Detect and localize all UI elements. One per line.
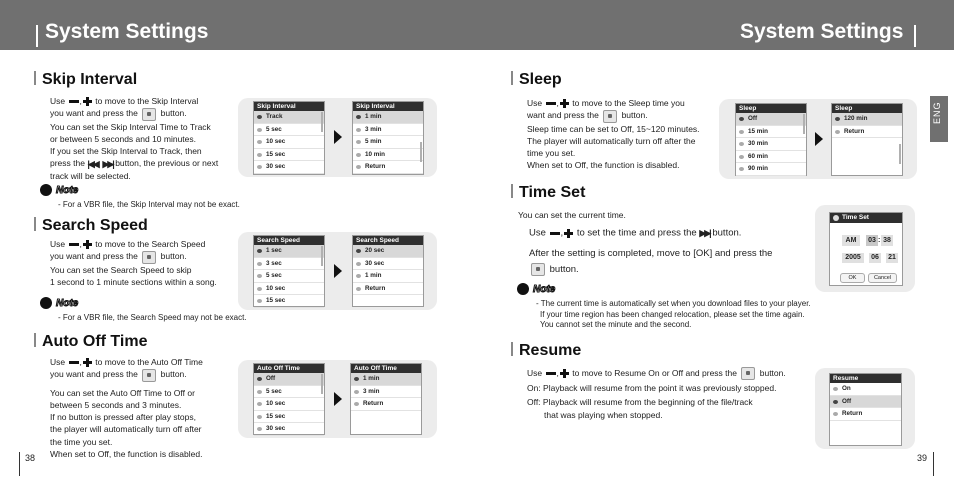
menu-item[interactable]: 60 min <box>736 151 806 164</box>
menu-item[interactable]: Return <box>830 408 901 421</box>
screen-title: Time Set <box>830 213 902 223</box>
left-page-title: System Settings <box>45 20 209 43</box>
menu-item[interactable]: 1 sec <box>254 245 324 258</box>
sleep-title: Sleep <box>519 71 562 88</box>
ampm-field[interactable]: AM <box>842 235 860 246</box>
menu-item[interactable]: 10 min <box>353 149 423 162</box>
scrollbar[interactable] <box>321 246 323 266</box>
skip-interval-title: Skip Interval <box>42 71 138 88</box>
select-button-icon <box>603 110 617 123</box>
minus-icon <box>546 102 556 105</box>
skip-interval-screen-2 <box>352 101 424 175</box>
screen-title: Sleep <box>832 104 902 113</box>
time-set-note-header <box>517 283 555 295</box>
select-button-icon <box>142 369 156 382</box>
skip-interval-note: - For a VBR file, the Skip Interval may not be exact. <box>58 200 240 209</box>
screen-title: Auto Off Time <box>351 364 421 373</box>
minus-icon <box>69 361 79 364</box>
menu-item[interactable]: 5 min <box>353 136 423 149</box>
page-divider-left <box>19 452 20 476</box>
search-speed-text: Use , to move to the Search Speed you want and press the button. You can set the Search Speed to skip 1 second to 1 minute sections within a song. <box>50 239 217 287</box>
screen-title: Skip Interval <box>254 102 324 111</box>
minus-icon <box>69 100 79 103</box>
menu-item[interactable]: 15 sec <box>254 295 324 308</box>
note-label: Note <box>56 297 79 309</box>
page-number-right: 39 <box>917 453 928 463</box>
menu-item[interactable]: 30 sec <box>254 161 324 174</box>
language-tab-label: ENG <box>932 101 942 124</box>
menu-item[interactable]: 3 min <box>353 124 423 137</box>
note-bullet-icon <box>40 184 52 196</box>
resume-screen <box>829 373 902 446</box>
time-set-text: Use , to set the time and press the ▶▶| button. After the setting is completed, move to [OK] and press the button. <box>529 227 773 275</box>
page-number-left: 38 <box>25 453 36 463</box>
menu-item[interactable]: 5 sec <box>254 386 324 399</box>
menu-item[interactable]: 3 min <box>351 386 421 399</box>
note-bullet-icon <box>517 283 529 295</box>
menu-item[interactable]: 30 sec <box>254 423 324 436</box>
menu-item[interactable]: 5 sec <box>254 124 324 137</box>
menu-item[interactable]: Off <box>736 113 806 126</box>
menu-item[interactable]: 5 sec <box>254 270 324 283</box>
screen-title: Sleep <box>736 104 806 113</box>
search-speed-title: Search Speed <box>42 217 148 234</box>
day-field[interactable]: 21 <box>886 253 898 263</box>
time-set-notes: - The current time is automatically set when you download files to your player. If your time region has been changed relocation, please set the time again. You cannot set the minute and the second. <box>536 299 811 329</box>
plus-icon <box>560 369 569 378</box>
menu-item[interactable]: 20 sec <box>353 245 423 258</box>
plus-icon <box>564 229 573 238</box>
search-speed-screen-2 <box>352 235 424 307</box>
time-set-intro: You can set the current time. <box>518 210 626 220</box>
arrow-right-icon <box>334 130 342 144</box>
year-field[interactable]: 2005 <box>842 253 864 263</box>
page-divider-right <box>933 452 934 476</box>
menu-item[interactable]: 10 sec <box>254 136 324 149</box>
menu-item[interactable]: 30 sec <box>353 258 423 271</box>
skip-forward-icon: ▶▶| <box>102 159 113 170</box>
note-label: Note <box>533 283 556 295</box>
skip-back-icon: |◀◀ <box>87 159 98 170</box>
scrollbar[interactable] <box>803 114 805 134</box>
menu-item[interactable]: 15 sec <box>254 149 324 162</box>
scrollbar[interactable] <box>321 374 323 394</box>
time-set-heading <box>511 184 585 202</box>
scrollbar[interactable] <box>321 112 323 132</box>
menu-item[interactable]: 3 sec <box>254 258 324 271</box>
menu-item[interactable]: 10 sec <box>254 398 324 411</box>
skip-forward-icon: ▶▶| <box>699 228 710 238</box>
menu-item[interactable]: 90 min <box>736 163 806 176</box>
menu-item[interactable]: 15 min <box>736 126 806 139</box>
plus-icon <box>83 97 92 106</box>
menu-item[interactable]: 15 sec <box>254 411 324 424</box>
select-button-icon <box>531 263 545 276</box>
skip-interval-text: Use , to move to the Skip Interval you want and press the button. You can set the Skip Interval Time to Track or between 5 seconds and 10 minutes. If you set the Skip Interval to Track, then press the |◀◀, ▶▶| button, the previous or next track will be selected. <box>50 96 219 182</box>
title-tick-left <box>36 25 38 47</box>
menu-item[interactable]: 10 sec <box>254 283 324 296</box>
sleep-text: Use , to move to the Sleep time you want and press the button. Sleep time can be set to Off, 15~120 minutes. The player will automatically turn off after the time you set. When set to Off, the function is disabled. <box>527 98 700 171</box>
menu-item[interactable]: Return <box>832 126 902 139</box>
menu-item[interactable]: Return <box>351 398 421 411</box>
menu-item[interactable]: 1 min <box>353 111 423 124</box>
scrollbar[interactable] <box>420 142 422 162</box>
auto-off-heading <box>34 333 147 351</box>
select-button-icon <box>142 251 156 264</box>
auto-off-screen-1 <box>253 363 325 435</box>
menu-item[interactable]: 1 min <box>351 373 421 386</box>
search-speed-heading <box>34 217 148 235</box>
select-button-icon <box>142 108 156 121</box>
menu-item[interactable]: On <box>830 383 901 396</box>
screen-title: Search Speed <box>353 236 423 245</box>
time-set-title: Time Set <box>519 184 586 201</box>
language-tab <box>930 96 948 142</box>
skip-interval-heading <box>34 71 137 89</box>
note-label: Note <box>56 184 79 196</box>
skip-interval-note-header <box>40 184 78 196</box>
title-tick-right <box>914 25 916 47</box>
screen-title: Search Speed <box>254 236 324 245</box>
resume-text: Use , to move to Resume On or Off and press the button. On: Playback will resume from the point it was previously stopped. Off: Playback will resume from the beginning of the file/track that was playing when stopped. <box>527 368 786 420</box>
screen-title: Auto Off Time <box>254 364 324 373</box>
auto-off-text: Use , to move to the Auto Off Time you want and press the button. You can set the Auto Off Time to Off or between 5 seconds and 3 minutes. If no button is pressed after play stops, the player will automatically turn off after the time you set. When set to Off, the function is disabled. <box>50 357 203 460</box>
menu-item[interactable]: 120 min <box>832 113 902 126</box>
ok-button[interactable]: OK <box>840 273 865 283</box>
scrollbar[interactable] <box>899 144 901 164</box>
hour-field[interactable]: 03 <box>866 235 878 246</box>
minus-icon <box>69 243 79 246</box>
plus-icon <box>83 358 92 367</box>
sleep-screen-2 <box>831 103 903 176</box>
auto-off-screen-2 <box>350 363 422 435</box>
arrow-right-icon <box>334 264 342 278</box>
menu-item[interactable]: Off <box>254 373 324 386</box>
minus-icon <box>546 372 556 375</box>
time-set-screen: Time Set AM 03 : 38 2005 06 21 OK Cancel <box>829 212 903 286</box>
search-speed-note-header <box>40 297 78 309</box>
right-page-title: System Settings <box>740 20 904 43</box>
resume-title: Resume <box>519 342 582 359</box>
menu-item[interactable]: 1 min <box>353 270 423 283</box>
menu-item[interactable]: Track <box>254 111 324 124</box>
month-field[interactable]: 06 <box>869 253 881 263</box>
arrow-right-icon <box>334 392 342 406</box>
search-speed-note: - For a VBR file, the Search Speed may not be exact. <box>58 313 247 322</box>
screen-title: Skip Interval <box>353 102 423 111</box>
resume-heading <box>511 342 581 360</box>
auto-off-title: Auto Off Time <box>42 333 148 350</box>
minute-field[interactable]: 38 <box>881 235 893 246</box>
plus-icon <box>83 240 92 249</box>
menu-item[interactable]: Return <box>353 283 423 296</box>
cancel-button[interactable]: Cancel <box>868 273 897 283</box>
plus-icon <box>560 99 569 108</box>
note-bullet-icon <box>40 297 52 309</box>
search-speed-screen-1 <box>253 235 325 307</box>
menu-item[interactable]: Off <box>830 396 901 409</box>
sleep-screen-1 <box>735 103 807 176</box>
screen-title: Resume <box>830 374 901 383</box>
menu-item[interactable]: 30 min <box>736 138 806 151</box>
select-button-icon <box>741 367 755 380</box>
menu-item[interactable]: Return <box>353 161 423 174</box>
minus-icon <box>550 232 560 235</box>
arrow-right-icon <box>815 132 823 146</box>
sleep-heading <box>511 71 562 89</box>
skip-interval-screen-1 <box>253 101 325 175</box>
